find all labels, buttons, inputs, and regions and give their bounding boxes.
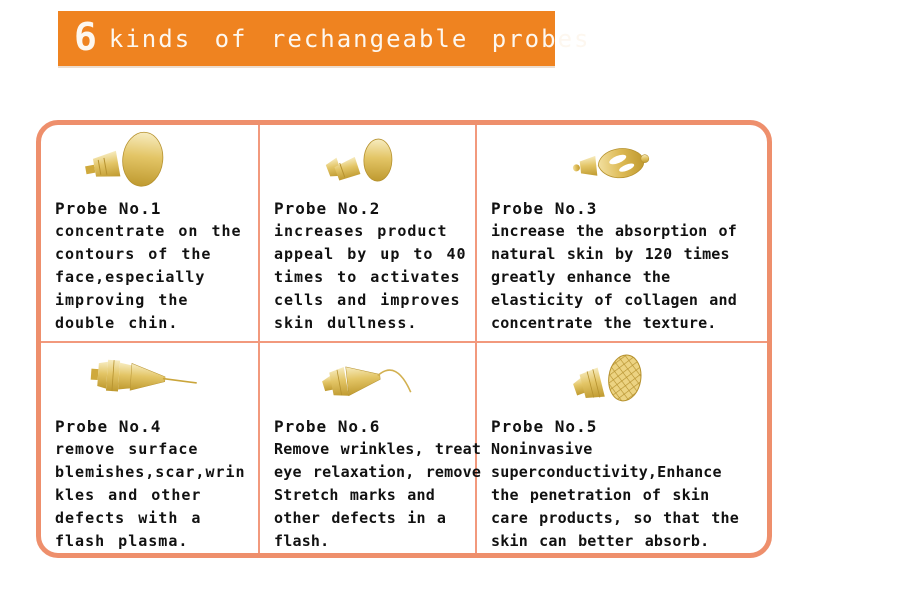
probe-desc-line: Stretch marks and (274, 486, 435, 504)
probe-desc-line: concentrate the texture. (491, 314, 717, 332)
probe-title: Probe No.3 (491, 199, 598, 218)
probe-desc-line: face,especially (55, 268, 206, 286)
probe-desc-line: increase the absorption of (491, 222, 737, 240)
probe-title: Probe No.5 (491, 417, 598, 436)
probe-desc-line: remove surface (55, 440, 199, 458)
probe-desc-line: Remove wrinkles, treat (274, 440, 482, 458)
probe-desc-line: flash plasma. (55, 532, 189, 550)
probe-title: Probe No.2 (274, 199, 381, 218)
flat-disc-large-probe-icon (55, 131, 254, 193)
probe-desc-line: elasticity of collagen and (491, 291, 737, 309)
header-banner (58, 11, 591, 66)
probe-desc-line: concentrate on the (55, 222, 242, 240)
probe-desc-line: double chin. (55, 314, 179, 332)
cage-tip-probe-icon (491, 131, 763, 193)
probe-desc-line: superconductivity,Enhance (491, 463, 722, 481)
probe-desc-line: times to activates (274, 268, 461, 286)
probe-desc-line: contours of the (55, 245, 212, 263)
probe-desc-line: skin can better absorb. (491, 532, 710, 550)
probe-desc-line: kles and other (55, 486, 202, 504)
probe-desc-line: defects with a (55, 509, 202, 527)
probe-desc-line: care products, so that the (491, 509, 739, 527)
probe-cell-4 (41, 343, 260, 553)
needle-cone-probe-icon (55, 349, 254, 411)
probe-cell-3 (477, 125, 767, 343)
probe-desc-line: appeal by up to 40 (274, 245, 467, 263)
probe-cell-5 (260, 343, 482, 553)
probe-desc-line: cells and improves (274, 291, 461, 309)
probe-desc-line: skin dullness. (274, 314, 418, 332)
page-title: kinds of rechangeable probes (108, 24, 591, 53)
probe-desc-line: natural skin by 120 times (491, 245, 730, 263)
probe-desc-line: flash. (274, 532, 330, 550)
probe-desc-line: greatly enhance the (491, 268, 671, 286)
probe-desc-line: eye relaxation, remove (274, 463, 482, 481)
probe-title: Probe No.4 (55, 417, 162, 436)
probe-cell-1 (41, 125, 260, 343)
probe-desc-line: blemishes,scar,wrin (55, 463, 246, 481)
probe-title: Probe No.6 (274, 417, 381, 436)
header-number: 6 (74, 15, 97, 59)
whisker-cone-probe-icon (274, 349, 471, 411)
probe-cell-2 (260, 125, 477, 343)
mesh-mushroom-probe-icon (491, 349, 763, 411)
probe-cell-6 (477, 343, 767, 553)
probe-desc-line: improving the (55, 291, 189, 309)
probe-desc-line: other defects in a (274, 509, 447, 527)
probe-desc-line: increases product (274, 222, 448, 240)
flat-disc-small-probe-icon (274, 131, 471, 193)
probe-desc-line: the penetration of skin (491, 486, 710, 504)
probe-grid (36, 120, 772, 558)
probe-title: Probe No.1 (55, 199, 162, 218)
probe-desc-line: Noninvasive (491, 440, 593, 458)
